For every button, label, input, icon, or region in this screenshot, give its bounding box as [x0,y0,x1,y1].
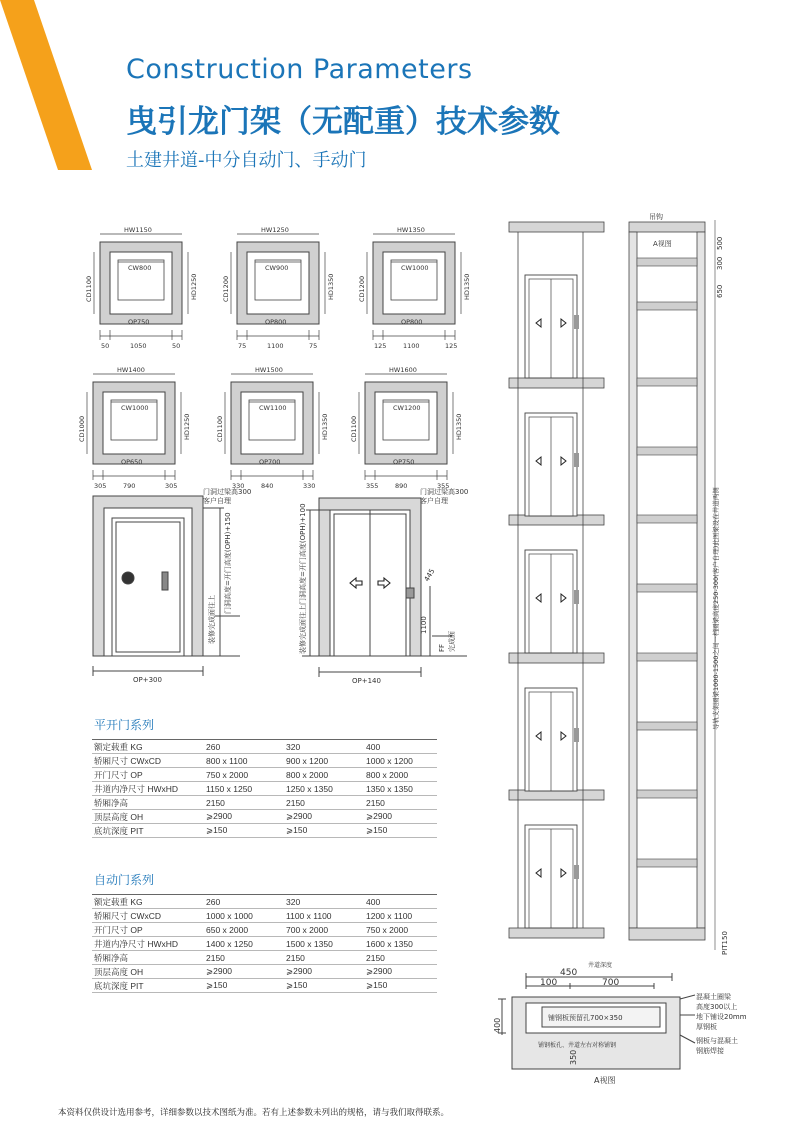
floor-slab [509,928,604,938]
hd-label: HD1350 [463,273,471,300]
shaft-plan [78,366,191,490]
cell-value: ⩾2900 [204,965,284,979]
center-dim: 840 [261,482,274,490]
cell-value: 400 [364,895,437,909]
cell-value: ⩾2900 [364,810,437,824]
plan-note-4: 厚钢板 [696,1023,717,1031]
auto-vertical-label: 装修完成面往上门洞高度=开门高度(OPH)+100 [299,503,307,654]
table-row [92,909,437,923]
table-row [92,895,437,909]
plan-dim-350: 350 [569,1049,578,1065]
bracket-note: 导轨支架圈梁1000-1500之间一档 [712,629,720,730]
shaft-plan [222,226,335,350]
swing-vertical-label-2: 装修完成面往上 [208,595,216,644]
hw-label: HW1600 [389,366,417,374]
dim-500: 500 [716,236,724,250]
plan-note-6: 钢筋焊接 [696,1047,724,1055]
shaft-plan [350,366,463,490]
side-dim-right: 50 [172,342,181,350]
cw-label: CW900 [265,264,289,272]
spec-manual-series [92,716,437,838]
hd-label: HD1350 [321,413,329,440]
table-row [92,810,437,824]
cell-value: 800 x 1100 [204,754,284,768]
accent-stripe [0,0,130,170]
cell-value: 400 [364,740,437,754]
pit-label: PIT150 [721,931,729,955]
center-dim: 790 [123,482,136,490]
cell-value: 1200 x 1100 [364,909,437,923]
ring-beam [637,584,697,592]
plan-note-3: 地下铺设20mm [696,1013,747,1021]
cell-value: ⩾2900 [364,965,437,979]
floor-slab [509,653,604,663]
table-row [92,796,437,810]
op-label: OP800 [401,318,423,326]
row-label: 开门尺寸 OP [92,923,204,937]
side-dim-right: 355 [437,482,450,490]
table-row [92,754,437,768]
auto-width-label: OP+140 [352,677,381,685]
plan-note-1: 混凝土圈梁 [696,993,731,1001]
side-dim-left: 330 [232,482,245,490]
op-label: OP800 [265,318,287,326]
cell-value: ⩾150 [284,979,364,993]
cell-value: 700 x 2000 [284,923,364,937]
cell-value: 1000 x 1200 [364,754,437,768]
a-view-label: A视图 [653,240,672,248]
auto-dim-445: 445 [422,567,437,583]
hw-label: HW1500 [255,366,283,374]
auto-finish-label: 完成面 [448,631,456,652]
ring-beam [637,258,697,266]
op-label: OP650 [121,458,143,466]
cell-value: 1500 x 1350 [284,937,364,951]
cell-value: ⩾150 [364,979,437,993]
cell-value: 2150 [204,951,284,965]
side-dim-right: 305 [165,482,178,490]
hd-label: HD1250 [190,273,198,300]
plan-dim-100: 100 [540,978,558,988]
hook-label: 吊钩 [649,213,663,221]
table-row [92,979,437,993]
hd-label: HD1350 [327,273,335,300]
row-label: 井道内净尺寸 HWxHD [92,782,204,796]
shaft-depth-label: 井道深度 [588,962,613,969]
cell-value: 1600 x 1350 [364,937,437,951]
table-row [92,923,437,937]
ring-beam [637,722,697,730]
cw-label: CW1100 [259,404,287,412]
floor-slab [509,790,604,800]
table-row [92,824,437,838]
elevator-door [525,688,579,791]
cell-value: 750 x 2000 [204,768,284,782]
swing-vertical-label-1: 门洞高度=开门高度(OPH)+150 [224,512,232,614]
shaft-plan [85,226,198,350]
table-row [92,768,437,782]
row-label: 底坑深度 PIT [92,979,204,993]
cd-label: CD1100 [350,415,358,442]
cell-value: ⩾150 [284,824,364,838]
cell-value: 650 x 2000 [204,923,284,937]
series-title-auto: 自动门系列 [94,873,155,887]
plan-dim-450: 450 [560,968,578,978]
ring-beam [637,302,697,310]
elevator-door [525,550,579,653]
plan-note-2: 高度300以上 [696,1003,738,1011]
shaft-section-elevation [505,210,745,955]
side-dim-left: 125 [374,342,387,350]
table-row [92,937,437,951]
dim-300: 300 [716,256,724,270]
swing-note-2: 客户自理 [203,497,231,505]
cell-value: 2150 [364,796,437,810]
row-label: 顶层高度 OH [92,810,204,824]
row-label: 轿厢尺寸 CWxCD [92,754,204,768]
op-label: OP750 [393,458,415,466]
hw-label: HW1250 [261,226,289,234]
cw-label: CW1000 [401,264,429,272]
cw-label: CW1200 [393,404,421,412]
elevator-door [525,413,579,516]
row-label: 额定载重 KG [92,740,204,754]
plan-dim-700: 700 [602,978,620,988]
cell-value: ⩾150 [204,979,284,993]
ring-beam [637,859,697,867]
cell-value: 260 [204,895,284,909]
ring-beam [637,653,697,661]
side-dim-right: 125 [445,342,458,350]
cell-value: 800 x 2000 [284,768,364,782]
cell-value: 260 [204,740,284,754]
table-row [92,782,437,796]
shaft-plan-drawings [78,220,480,490]
cell-value: 1100 x 1100 [284,909,364,923]
side-dim-left: 50 [101,342,110,350]
floor-slab [509,515,604,525]
cell-value: 1000 x 1000 [204,909,284,923]
side-dim-left: 75 [238,342,247,350]
spec-table-auto [92,894,437,993]
cell-value: 320 [284,895,364,909]
row-label: 开门尺寸 OP [92,768,204,782]
auto-door-elevation [292,486,482,686]
cell-value: 800 x 2000 [364,768,437,782]
row-label: 轿厢净高 [92,951,204,965]
cw-label: CW800 [128,264,152,272]
page-title-cn: 曳引龙门架（无配重）技术参数 [126,104,560,140]
op-label: OP700 [259,458,281,466]
side-dim-right: 75 [309,342,318,350]
series-title-manual: 平开门系列 [94,718,155,732]
row-label: 底坑深度 PIT [92,824,204,838]
side-dim-left: 355 [366,482,379,490]
page-title-en: Construction Parameters [126,54,473,85]
cell-value: 1400 x 1250 [204,937,284,951]
shaft-structure [509,220,715,950]
swing-width-label: OP+300 [133,676,162,684]
floor-slab [509,222,604,232]
plan-note-5: 钢板与混凝土 [696,1037,738,1045]
swing-door-elevation [90,486,260,686]
hd-label: HD1250 [183,413,191,440]
shaft-plan [216,366,329,490]
table-row [92,951,437,965]
ring-beam-note: 圈梁高度250-300(客户自理)此图梁设在井道两侧 [712,487,720,630]
cell-value: ⩾150 [364,824,437,838]
page-subtitle: 土建井道-中分自动门、手动门 [126,150,367,171]
cd-label: CD1200 [222,275,230,302]
cell-value: 750 x 2000 [364,923,437,937]
row-label: 顶层高度 OH [92,965,204,979]
cell-value: 900 x 1200 [284,754,364,768]
plan-inner-label: 铺钢板孔、井道左右对称铺钢 [538,1042,617,1049]
cell-value: 2150 [284,951,364,965]
center-dim: 1100 [403,342,420,350]
cd-label: CD1100 [216,415,224,442]
cd-label: CD1000 [78,415,86,442]
cell-value: 2150 [284,796,364,810]
cell-value: 2150 [364,951,437,965]
floor-slab [509,378,604,388]
elevator-door [525,825,579,928]
center-dim: 890 [395,482,408,490]
table-row [92,965,437,979]
auto-note-1: 门洞过梁高300 [420,488,469,496]
row-label: 轿厢尺寸 CWxCD [92,909,204,923]
elevator-door [525,275,579,378]
row-label: 额定载重 KG [92,895,204,909]
cell-value: ⩾150 [204,824,284,838]
plan-dim-400: 400 [493,1017,502,1033]
row-label: 井道内净尺寸 HWxHD [92,937,204,951]
cd-label: CD1100 [85,275,93,302]
center-dim: 1100 [267,342,284,350]
cell-value: 1350 x 1350 [364,782,437,796]
center-dim: 1050 [130,342,147,350]
ring-beam [637,378,697,386]
cell-value: 320 [284,740,364,754]
cell-value: ⩾2900 [284,965,364,979]
plan-a-view [490,955,775,1095]
auto-dim-1100: 1100 [420,616,428,634]
cell-value: 2150 [204,796,284,810]
cell-value: 1150 x 1250 [204,782,284,796]
cell-value: ⩾2900 [284,810,364,824]
swing-note-1: 门洞过梁高300 [203,488,252,496]
cw-label: CW1000 [121,404,149,412]
plan-box-label: 铺钢板预留孔700×350 [548,1014,623,1022]
auto-ff-label: FF [438,643,446,652]
ring-beam [637,515,697,523]
side-dim-right: 330 [303,482,316,490]
spec-table-manual [92,739,437,838]
ring-beam [637,790,697,798]
side-dim-left: 305 [94,482,107,490]
cd-label: CD1200 [358,275,366,302]
cell-value: 1250 x 1350 [284,782,364,796]
op-label: OP750 [128,318,150,326]
ring-beam [637,447,697,455]
hw-label: HW1350 [397,226,425,234]
auto-note-2: 客户自理 [420,497,448,505]
hw-label: HW1150 [124,226,152,234]
row-label: 轿厢净高 [92,796,204,810]
table-row [92,740,437,754]
plan-caption: A视图 [594,1076,616,1085]
hd-label: HD1350 [455,413,463,440]
cell-value: ⩾2900 [204,810,284,824]
hw-label: HW1400 [117,366,145,374]
shaft-plan [358,226,471,350]
dim-650: 650 [716,284,724,298]
footnote: 本资料仅供设计选用参考，详细参数以技术图纸为准。若有上述参数未列出的规格，请与我们取得联系。 [58,1108,450,1118]
spec-auto-series [92,871,437,993]
